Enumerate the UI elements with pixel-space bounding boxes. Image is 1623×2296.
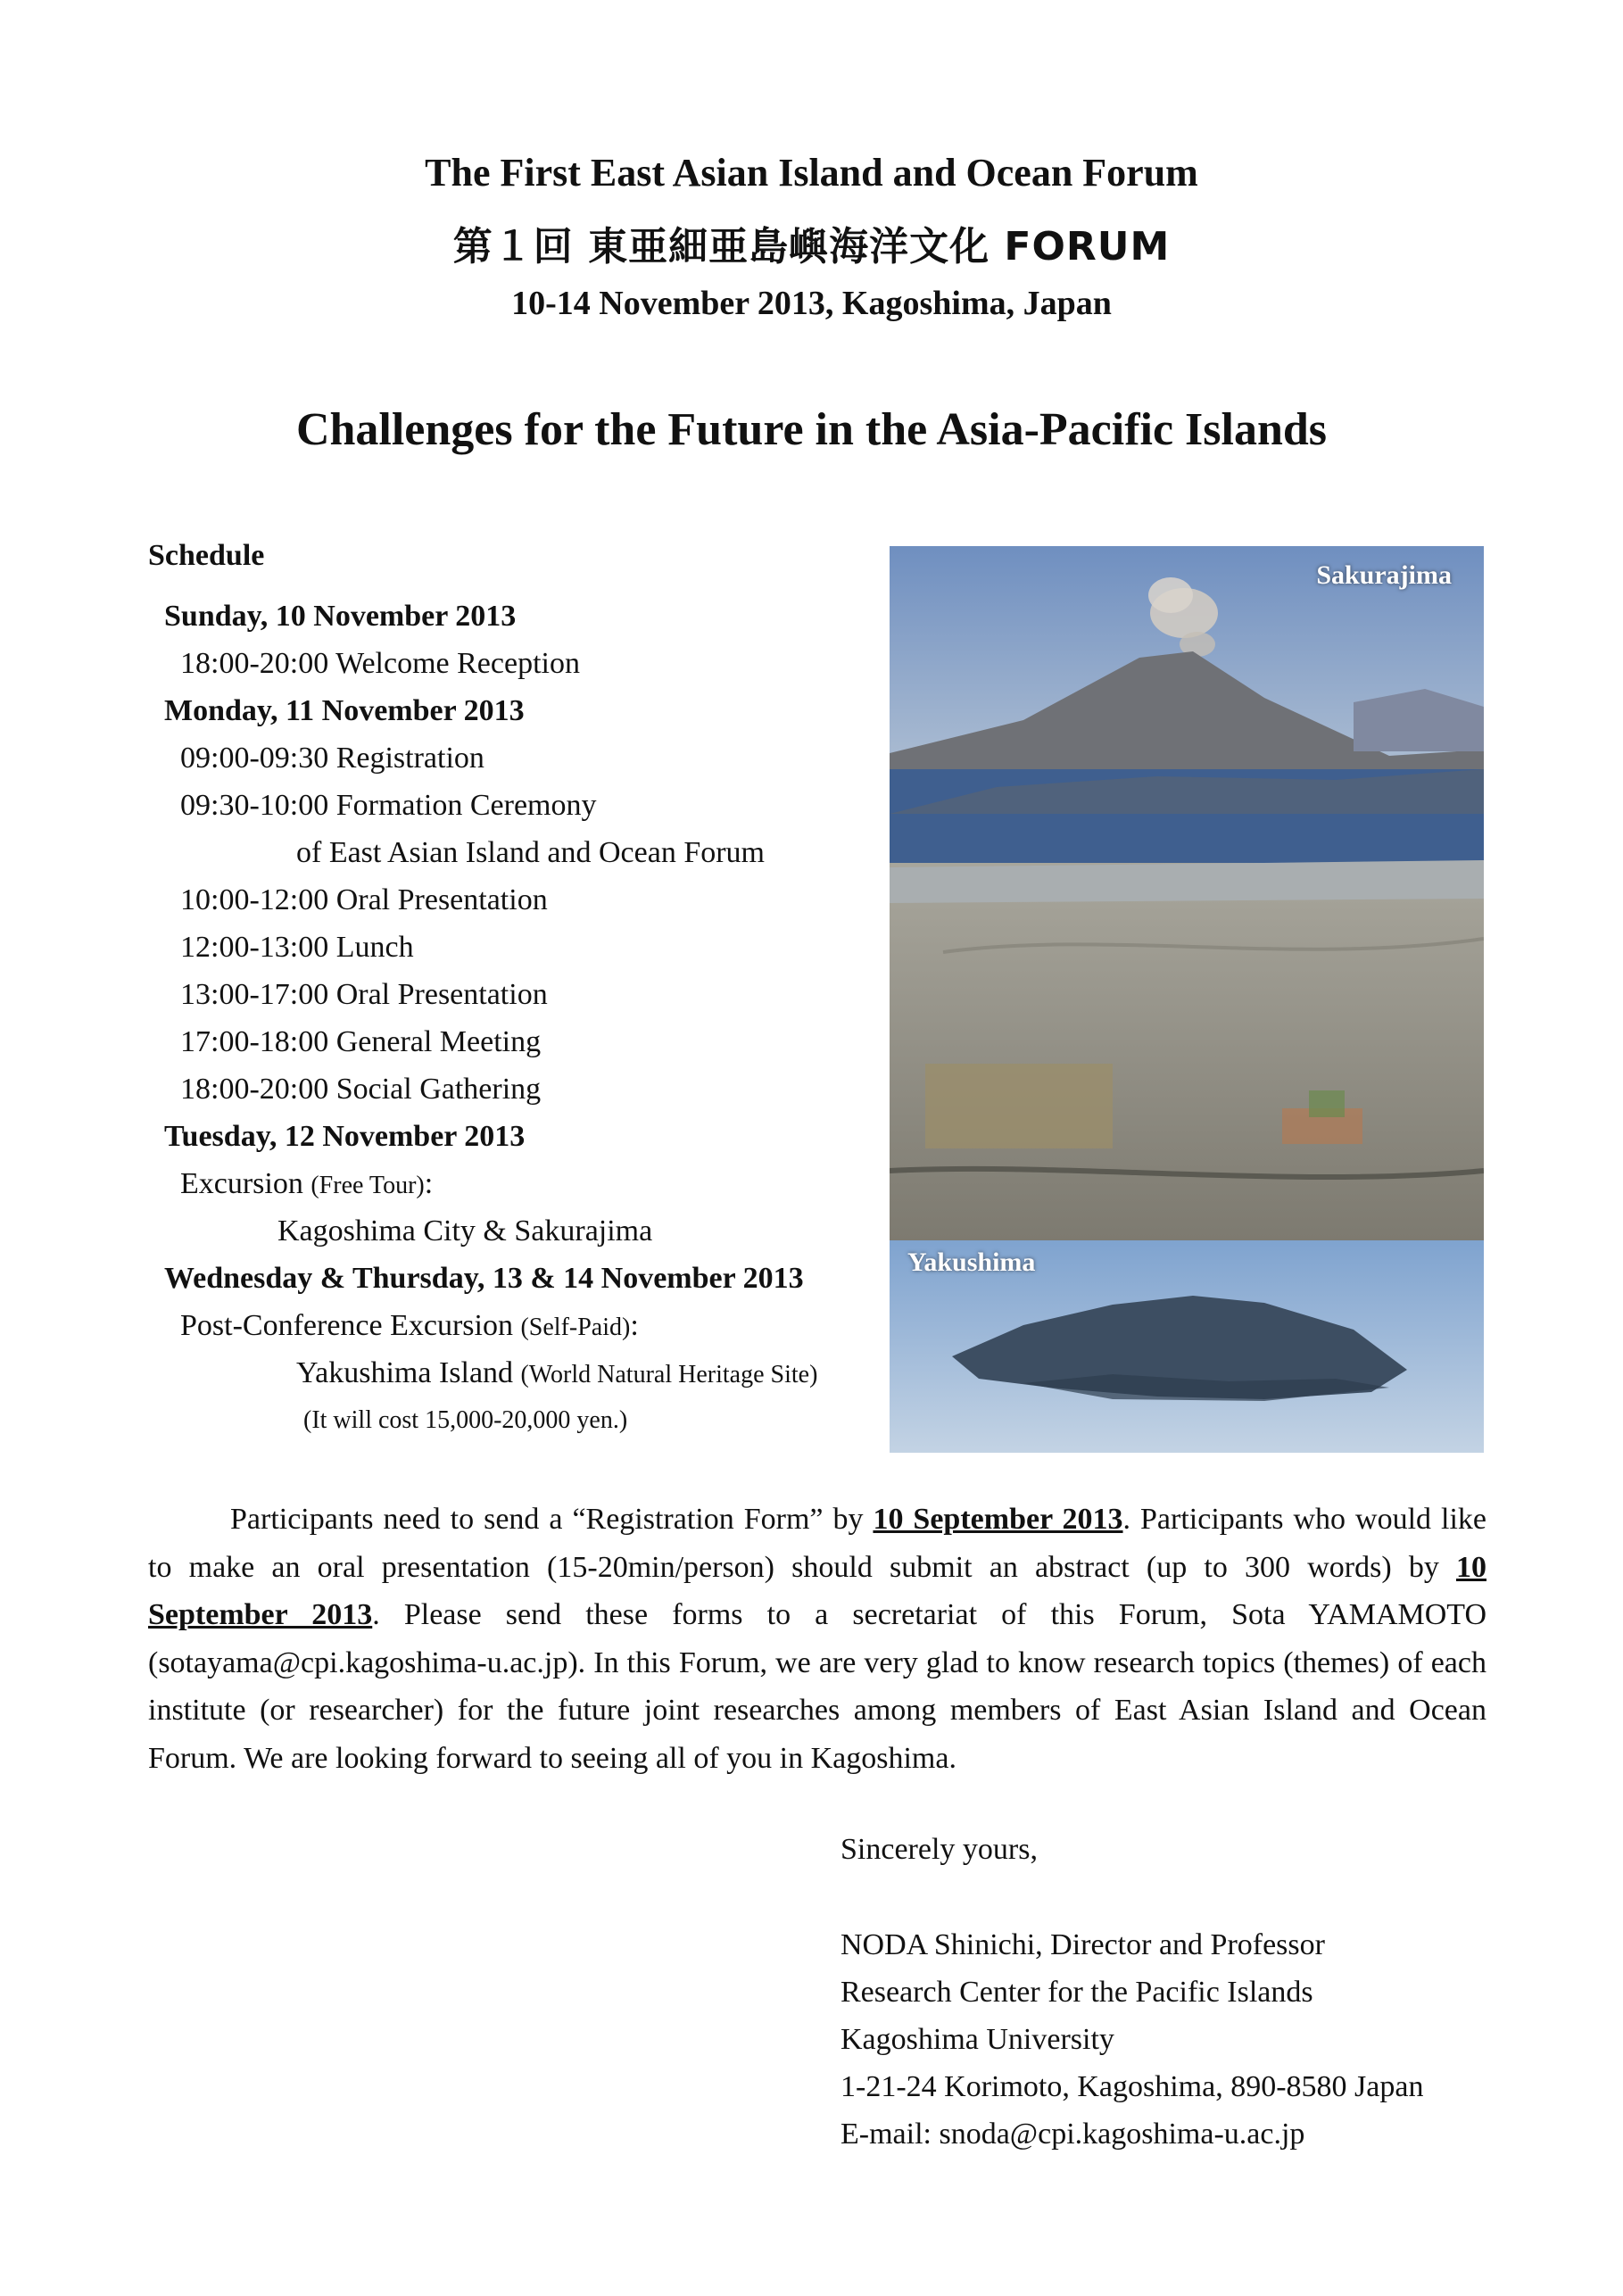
sakurajima-photo [890,546,1484,1240]
day2-item: 09:00-09:30 Registration [180,742,484,775]
day2-item: 17:00-18:00 General Meeting [180,1025,542,1058]
excursion-label: Excursion [180,1167,303,1200]
photo-panel [890,546,1484,1453]
excursion-colon: : [424,1167,434,1200]
day1-date: Sunday, 10 November 2013 [164,600,517,633]
day2-item: 12:00-13:00 Lunch [180,931,414,964]
day2-item: 18:00-20:00 Social Gathering [180,1073,542,1106]
day2-date: Monday, 11 November 2013 [164,694,525,727]
destination-label: Yakushima Island [296,1356,514,1389]
university: Kagoshima University [840,2023,1114,2056]
body-text-part: . Participants who would like to make an oral presentation (15-20min/person) should submit an abstract (up to 300 words) by [148,1503,1486,1584]
signatory-name: NODA Shinichi, Director and Professor [840,1928,1325,1961]
day1-item: 18:00-20:00 Welcome Reception [180,647,580,680]
destination-note: (World Natural Heritage Site) [520,1361,818,1388]
registration-deadline: 10 September 2013 [873,1503,1123,1536]
day2-item: of East Asian Island and Ocean Forum [296,836,765,869]
day4-date: Wednesday & Thursday, 13 & 14 November 2013 [164,1262,804,1295]
forum-title: The First East Asian Island and Ocean Forum [425,151,1198,195]
day3-date: Tuesday, 12 November 2013 [164,1120,526,1153]
body-paragraph [148,1496,1486,1783]
forum-title-cjk: 第１回 東亜細亜島嶼海洋文化 FORUM [452,224,1171,269]
day4-excursion [180,1309,639,1343]
excursion-label: Post-Conference Excursion [180,1309,513,1342]
excursion-colon: : [630,1309,639,1342]
day3-destination: Kagoshima City & Sakurajima [277,1214,653,1247]
yakushima-label: Yakushima [907,1247,1036,1277]
research-center: Research Center for the Pacific Islands [840,1976,1313,2009]
forum-dates-location: 10-14 November 2013, Kagoshima, Japan [511,285,1112,322]
excursion-note: (Self-Paid) [520,1314,631,1341]
day2-item: 09:30-10:00 Formation Ceremony [180,789,597,822]
body-text-part: . Please send these forms to a secretariat of this Forum, Sota YAMAMOTO (sotayama@cpi.kagoshima-u.ac.jp). In this Forum, we are very glad to know research topics (themes) of each institute (or researcher) for the future joint researches among members of East Asian Island and Ocean Forum. We are looking forward to seeing all of you in Kagoshima. [148,1598,1486,1775]
contact-email: E-mail: snoda@cpi.kagoshima-u.ac.jp [840,2118,1305,2151]
abstract-deadline: 10 September 2013 [148,1550,1486,1632]
body-text-part: Participants need to send a “Registration Form” by [230,1503,874,1536]
day4-destination [296,1356,817,1390]
forum-theme: Challenges for the Future in the Asia-Pacific Islands [295,404,1328,455]
postal-address: 1-21-24 Korimoto, Kagoshima, 890-8580 Japan [840,2070,1424,2103]
excursion-note: (Free Tour) [311,1172,425,1199]
day2-item: 13:00-17:00 Oral Presentation [180,978,548,1011]
schedule-heading: Schedule [148,539,265,572]
day2-item: 10:00-12:00 Oral Presentation [180,883,548,916]
day3-excursion [180,1167,433,1201]
sakurajima-label: Sakurajima [1316,560,1452,590]
day4-cost: (It will cost 15,000-20,000 yen.) [303,1406,628,1434]
salutation: Sincerely yours, [840,1833,1038,1866]
yakushima-photo [890,1240,1484,1453]
sakurajima-illustration [890,546,1484,1240]
